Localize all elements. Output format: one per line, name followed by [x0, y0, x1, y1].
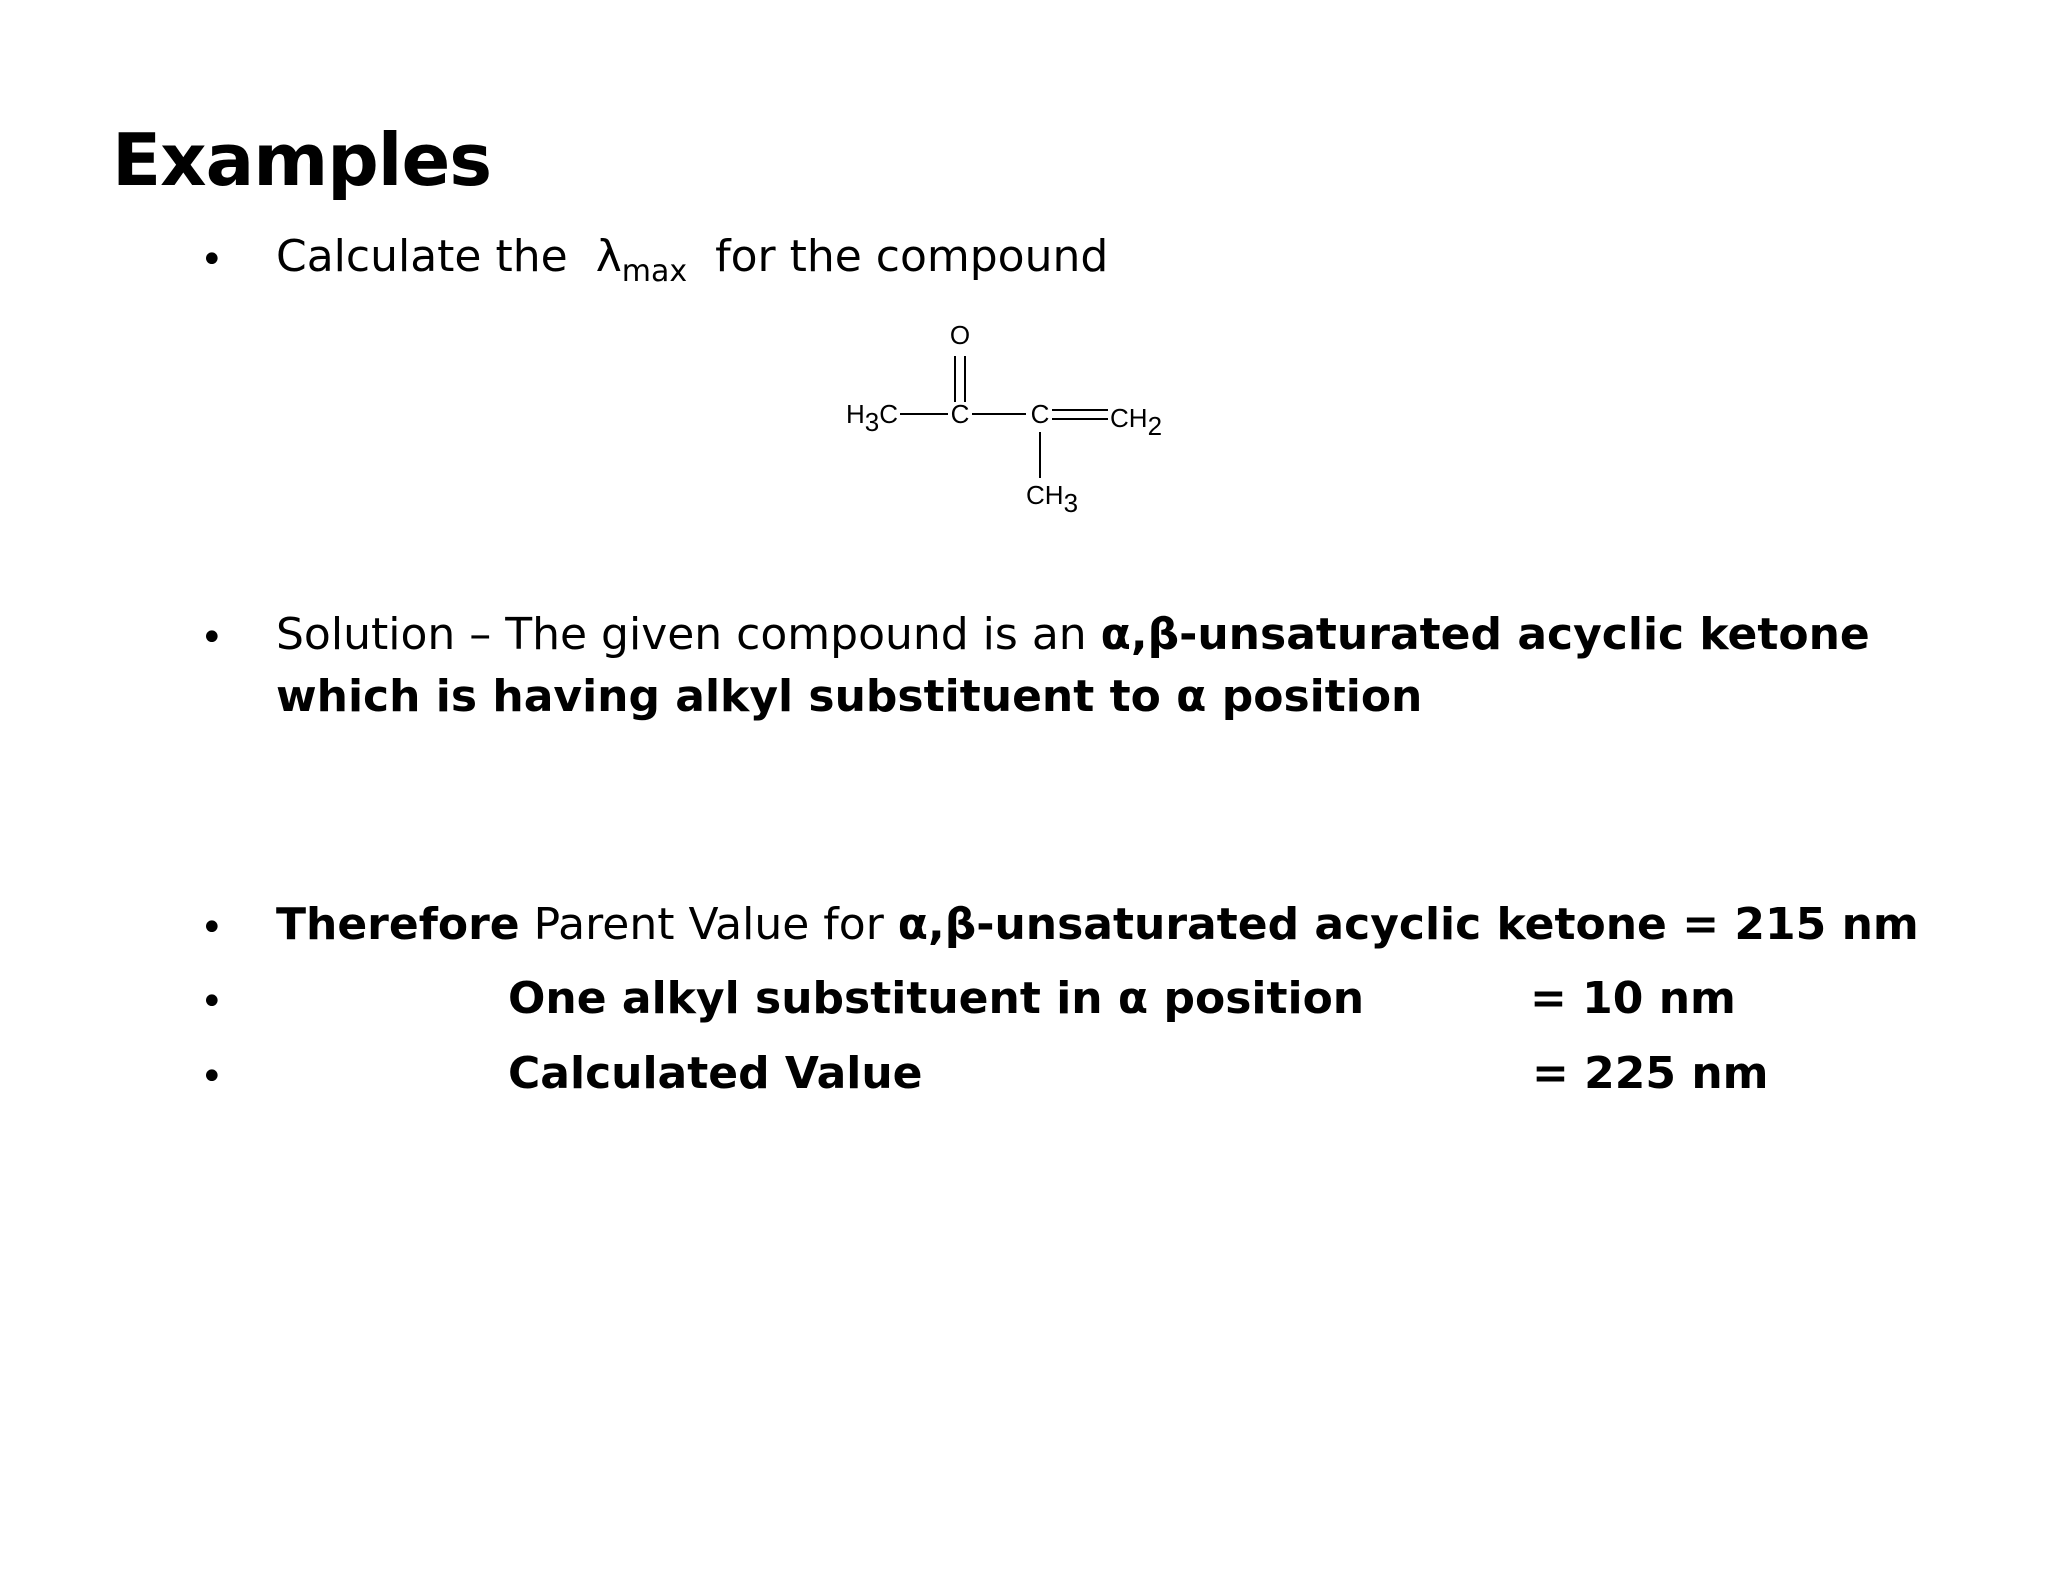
lambda-subscript: max	[621, 254, 688, 289]
oxygen-atom: O	[949, 320, 971, 350]
methyl-label-bottom: CH3	[1026, 480, 1079, 518]
bullet-2: •	[200, 615, 224, 661]
solution-compound-class: α,β-unsaturated acyclic ketone	[1100, 609, 1870, 660]
carbonyl-carbon: C	[950, 399, 970, 429]
calculated-value-label: Calculated Value	[508, 1048, 923, 1099]
methylene-label: CH2	[1110, 403, 1163, 441]
parent-value-line	[276, 900, 1919, 951]
methyl-label-left: H3C	[846, 399, 899, 437]
solution-text: Solution – The given compound is an	[276, 609, 1101, 660]
bullet-4: •	[200, 979, 224, 1025]
calculated-value: = 225 nm	[1532, 1048, 1769, 1099]
parent-value-text: Parent Value for	[519, 899, 898, 950]
parent-compound-class: α,β-unsaturated acyclic ketone	[897, 899, 1667, 950]
molecule-structure	[830, 320, 1190, 520]
bullet-1: •	[200, 237, 224, 283]
question-suffix: for the compound	[715, 231, 1109, 282]
question-line	[276, 232, 1108, 290]
alkyl-substituent-value: = 10 nm	[1530, 973, 1736, 1024]
slide-title: Examples	[112, 118, 492, 202]
bullet-3: •	[200, 905, 224, 951]
alpha-carbon: C	[1030, 399, 1050, 429]
parent-value: = 215 nm	[1682, 899, 1919, 950]
solution-line-1	[276, 610, 1870, 661]
solution-line-2: which is having alkyl substituent to α position	[276, 671, 1423, 722]
alkyl-substituent-label: One alkyl substituent in α position	[508, 973, 1365, 1024]
question-prefix: Calculate the	[276, 231, 568, 282]
bullet-5: •	[200, 1054, 224, 1100]
lambda-symbol: λ	[595, 231, 622, 282]
therefore-label: Therefore	[276, 899, 520, 950]
